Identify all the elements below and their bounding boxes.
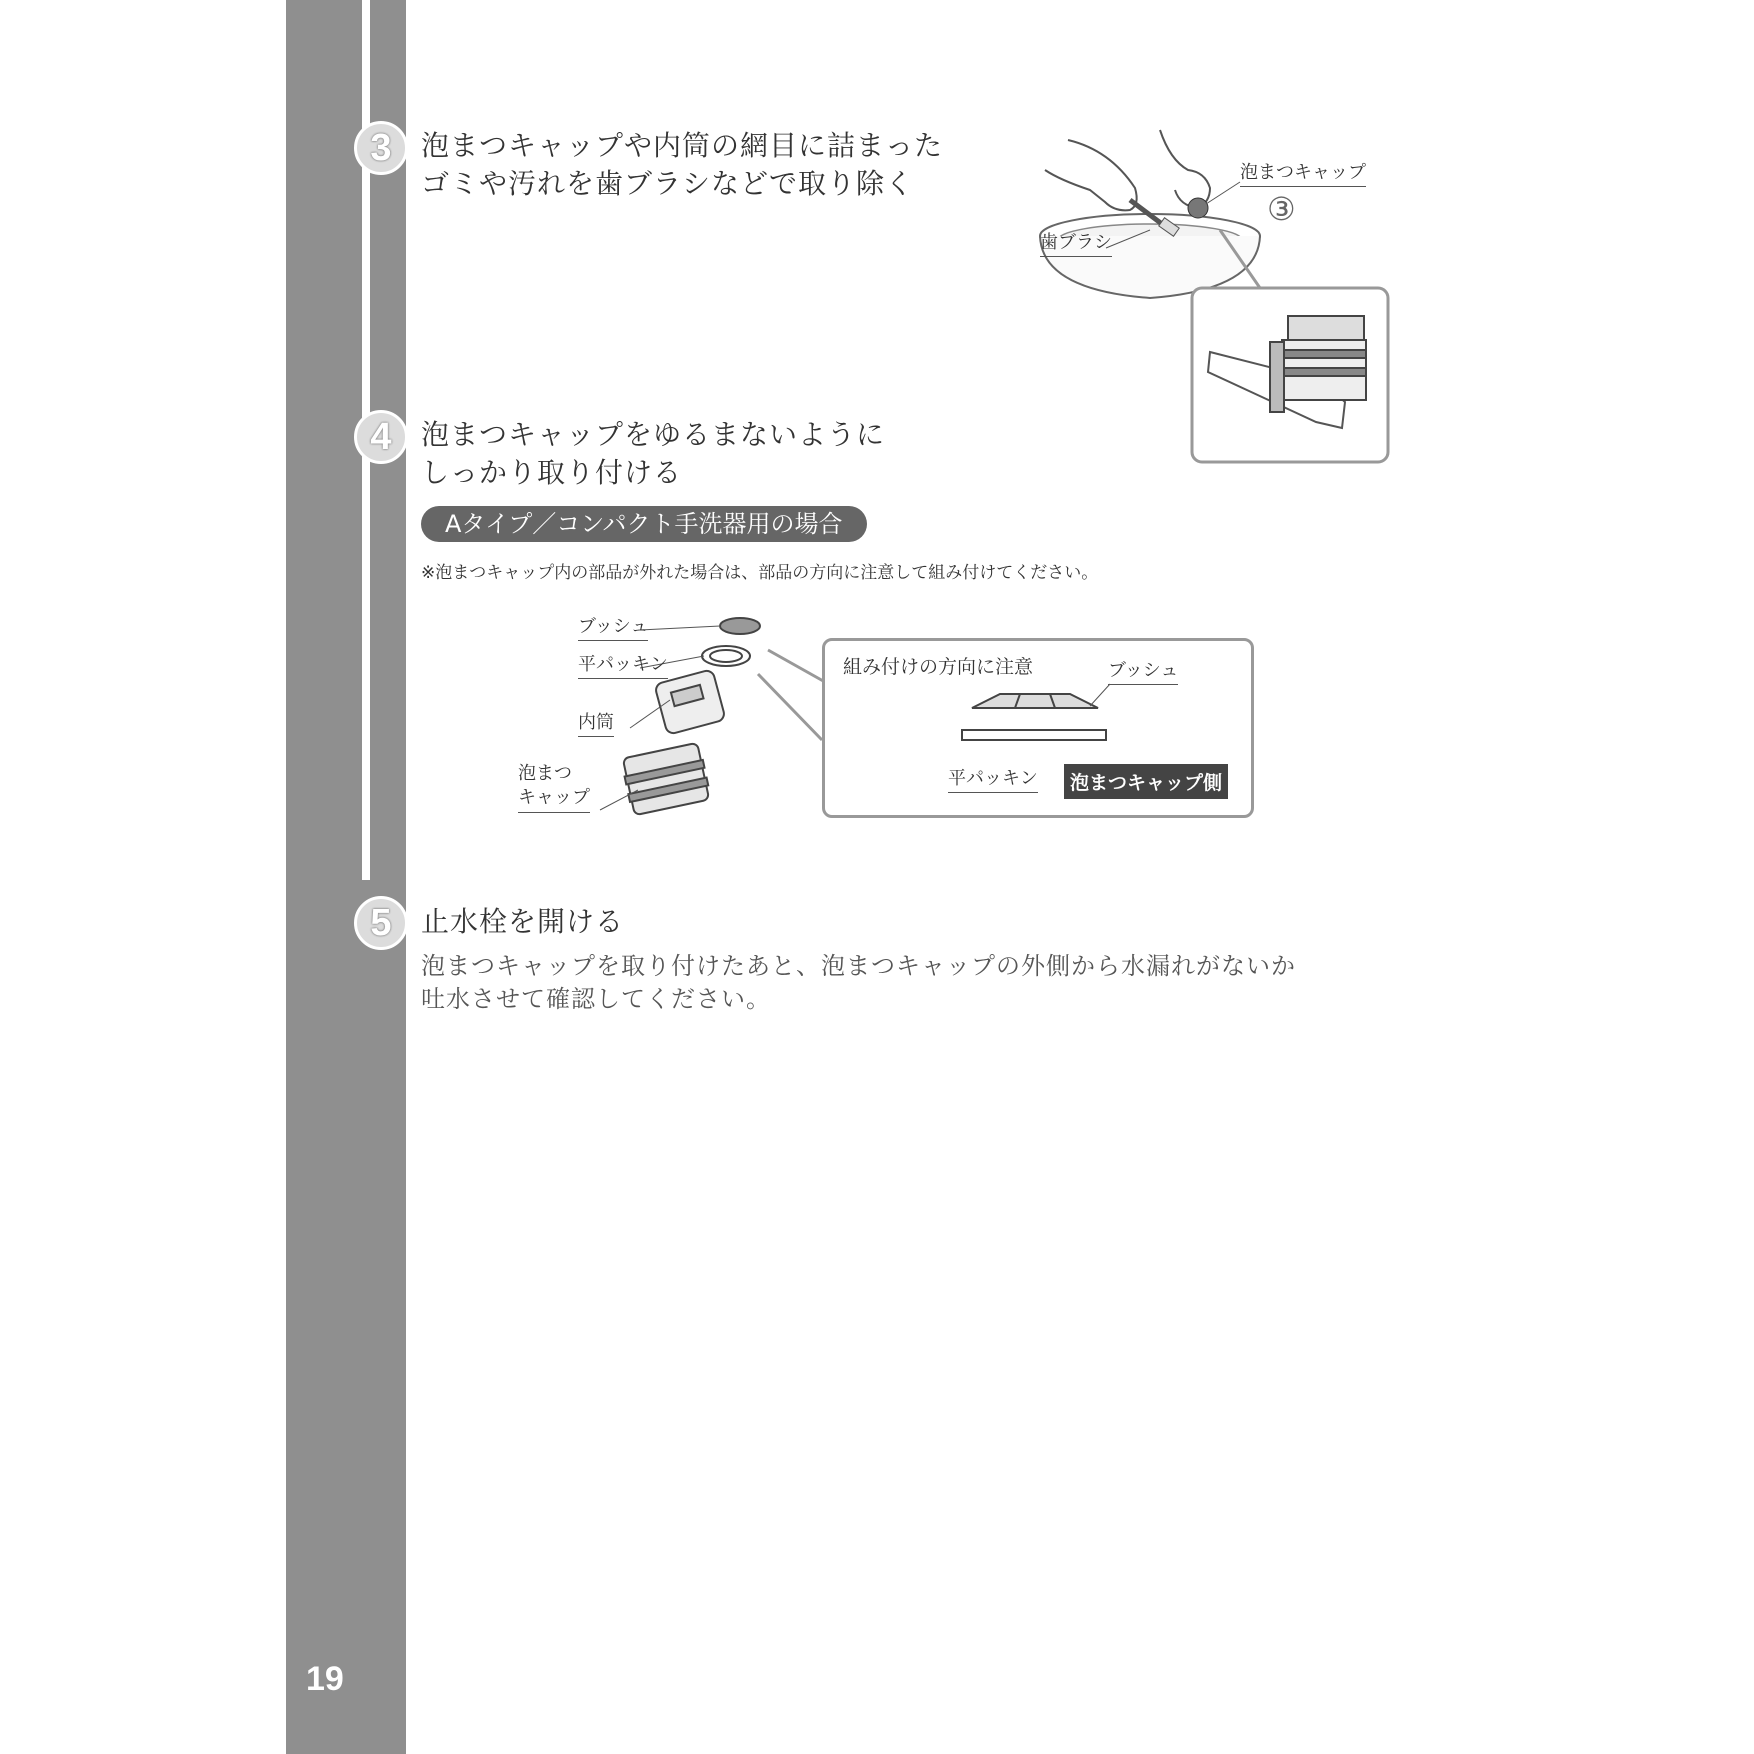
step-4-number: 4 [354,410,408,464]
part-cap-label-line2: キャップ [518,786,590,813]
label-toothbrush: 歯ブラシ [1040,228,1112,257]
part-cap-label [518,762,590,813]
cap-side-tag: 泡まつキャップ側 [1064,764,1228,799]
parts-illustration [600,610,770,830]
part-inner-label: 内筒 [578,708,614,737]
label-cap: 泡まつキャップ [1240,158,1366,187]
step-3-title-line2: ゴミや汚れを歯ブラシなどで取り除く [421,167,915,200]
step-5-body [421,950,1296,1016]
type-a-badge: Aタイプ／コンパクト手洗器用の場合 [421,506,867,542]
step-5-body-line1: 泡まつキャップを取り付けたあと、泡まつキャップの外側から水漏れがないか [421,952,1296,980]
sidebar-band [286,0,406,1754]
callout-bush-label: ブッシュ [1108,656,1178,685]
step-4-title-line1: 泡まつキャップをゆるまないように [421,418,886,451]
step-3-title [421,127,943,203]
callout-packing-label: 平パッキン [948,764,1038,793]
part-packing-label: 平パッキン [578,650,668,679]
part-bush-label: ブッシュ [578,612,648,641]
marker-3: ③ [1267,190,1296,228]
page-number: 19 [306,1660,344,1698]
step-3-number: 3 [354,121,408,175]
step-4-title [421,416,885,492]
step-5-number: 5 [354,896,408,950]
callout-title: 組み付けの方向に注意 [843,656,1034,678]
step-3-title-line1: 泡まつキャップや内筒の網目に詰まった [421,129,944,162]
step-5-body-line2: 吐水させて確認してください。 [421,985,771,1013]
part-cap-label-line1: 泡まつ [518,763,572,784]
orientation-diagram [960,684,1110,744]
step-5-title: 止水栓を開ける [421,905,625,938]
assembly-note: ※泡まつキャップ内の部品が外れた場合は、部品の方向に注意して組み付けてください。 [421,563,1099,583]
step-4-title-line2: しっかり取り付ける [421,456,683,489]
